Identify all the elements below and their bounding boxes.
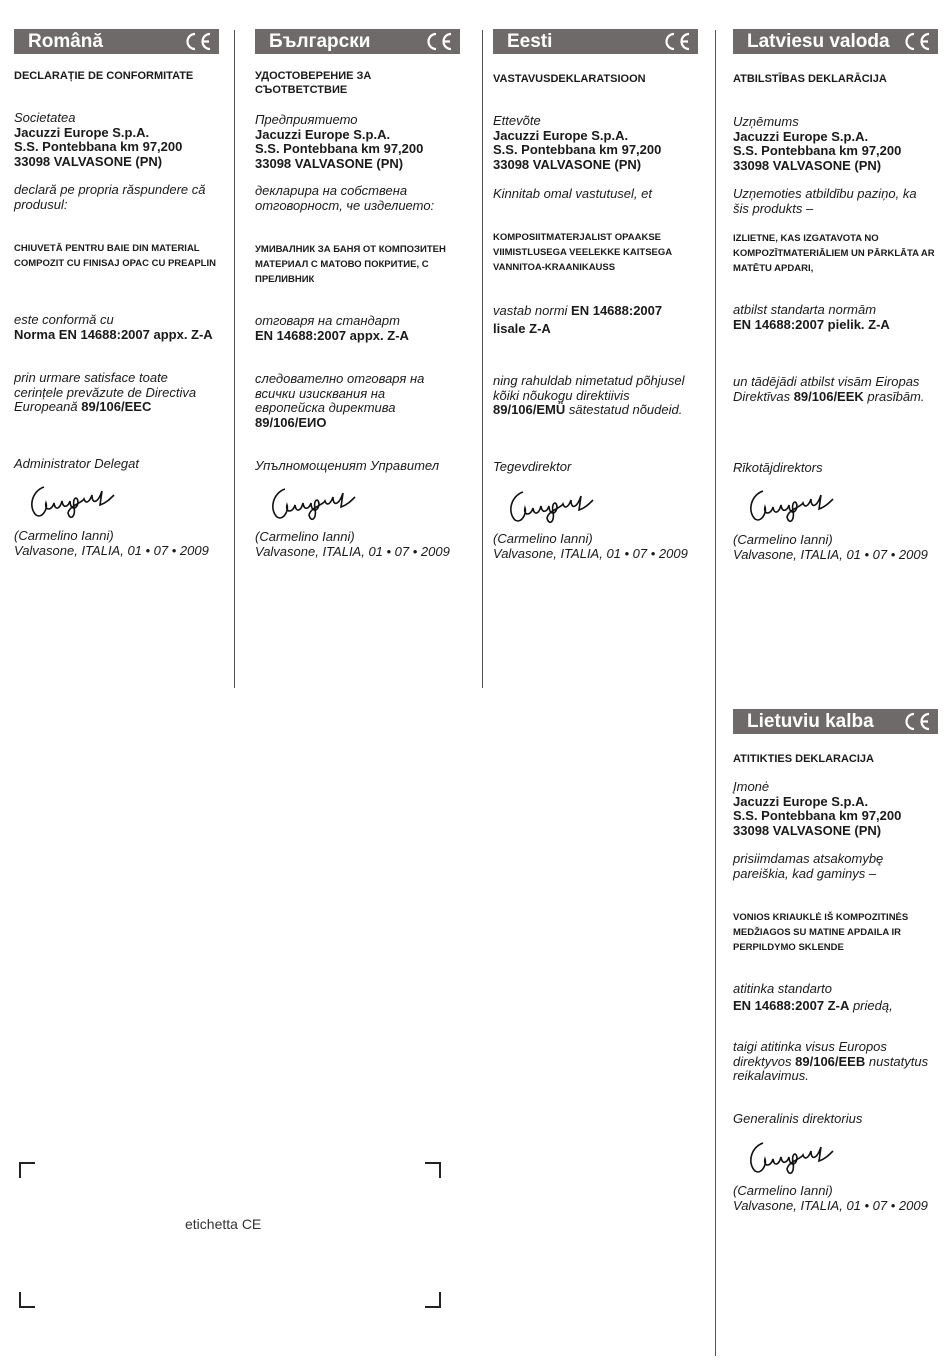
declaration-statement: Uzņemoties atbildību paziņo, ka šis produkts – (733, 186, 917, 216)
place-date: Valvasone, ITALIA, 01 • 07 • 2009 (733, 546, 928, 562)
language-header (255, 29, 460, 54)
ce-label-placeholder: etichetta CE (185, 1216, 262, 1232)
directive-number: 89/106/EEK (793, 388, 864, 404)
signer-name: (Carmelino Ianni) (255, 529, 355, 544)
company-name: Jacuzzi Europe S.p.A. (14, 124, 150, 140)
directive-statement: следователно отговаря на всички изисквания на европейска директива 89/106/ЕИО (255, 371, 425, 430)
directive-number: 89/106/EEC (81, 399, 152, 414)
column-divider (234, 30, 235, 688)
language-title: Latviesu valoda (747, 31, 890, 52)
standard-intro: este conformă cu (14, 312, 114, 327)
declaration-statement: декларира на собствена отговорност, че изделието: (255, 183, 435, 213)
signer-name: (Carmelino Ianni) (493, 531, 593, 546)
signatory-role: Упълномощеният Управител (255, 458, 440, 473)
company-label: Uzņēmums (733, 114, 799, 129)
product-description: CHIUVETĂ PENTRU BAIE DIN MATERIAL COMPOZIT CU FINISAJ OPAC CU PREAPLIN (14, 243, 216, 269)
directive-statement: taigi atitinka visus Europos direktyvos 89/106/EEB nustatytus reikalavimus. (733, 1039, 929, 1083)
company-city: 33098 VALVASONE (PN) (14, 153, 163, 169)
standard-intro: atitinka standarto (733, 981, 833, 996)
company-label: Ettevõte (493, 113, 541, 128)
signature-icon (263, 483, 363, 530)
language-header (14, 29, 219, 54)
signature-icon (22, 481, 122, 528)
company-address: S.S. Pontebbana km 97,200 (733, 143, 902, 158)
language-title: Български (269, 31, 371, 52)
language-title: Română (28, 31, 103, 52)
signer-name: (Carmelino Ianni) (733, 1183, 833, 1198)
standard-reference: EN 14688:2007 appx. Z-A (255, 327, 409, 343)
declaration-statement: Kinnitab omal vastutusel, et (493, 186, 652, 201)
company-label: Societatea (14, 110, 76, 125)
declaration-title: ATITIKTIES DEKLARACIJA (733, 753, 874, 765)
product-description: KOMPOSIITMATERJALIST OPAAKSE VIIMISTLUSEGA VEELEKKE KAITSEGA VANNITOA-KRAANIKAUSS (493, 232, 672, 273)
place-date: Valvasone, ITALIA, 01 • 07 • 2009 (733, 1197, 928, 1213)
company-city: 33098 VALVASONE (PN) (733, 157, 882, 173)
language-header (493, 29, 698, 54)
ce-mark-icon (902, 29, 932, 54)
place-date: Valvasone, ITALIA, 01 • 07 • 2009 (255, 543, 450, 559)
crop-corner-top-left (19, 1162, 35, 1178)
crop-corner-top-right (425, 1162, 441, 1178)
standard-intro: отговаря на стандарт (255, 313, 400, 328)
company-city: 33098 VALVASONE (PN) (255, 155, 404, 171)
company-city: 33098 VALVASONE (PN) (733, 822, 882, 838)
standard-statement: vastab normi EN 14688:2007 lisale Z-A (493, 303, 663, 336)
standard-reference: EN 14688:2007 lisale Z-A (493, 303, 663, 336)
company-address: S.S. Pontebbana km 97,200 (14, 139, 183, 154)
directive-statement: ning rahuldab nimetatud põhjusel kõiki nõukogu direktiivis 89/106/EMÜ sätestatud nõudeid. (493, 373, 685, 417)
place-date: Valvasone, ITALIA, 01 • 07 • 2009 (493, 545, 688, 561)
declaration-title: УДОСТОВЕРЕНИЕ ЗА СЪОТВЕТСТВИЕ (255, 70, 372, 96)
standard-reference: EN 14688:2007 pielik. Z-A (733, 316, 890, 332)
signer-name: (Carmelino Ianni) (733, 532, 833, 547)
ce-mark-icon (902, 709, 932, 734)
directive-number: 89/106/EEB (795, 1053, 866, 1069)
company-address: S.S. Pontebbana km 97,200 (255, 141, 424, 156)
company-address: S.S. Pontebbana km 97,200 (493, 142, 662, 157)
declaration-column-bg (255, 29, 460, 559)
signatory-role: Administrator Delegat (14, 456, 139, 471)
crop-corner-bottom-left (19, 1292, 35, 1308)
company-name: Jacuzzi Europe S.p.A. (733, 128, 869, 144)
signatory-role: Tegevdirektor (493, 459, 572, 474)
column-divider (482, 30, 483, 688)
company-label: Įmonė (733, 779, 770, 794)
signature-icon (741, 1137, 841, 1184)
signature-icon (501, 486, 601, 533)
product-description: УМИВАЛНИК ЗА БАНЯ ОТ КОМПОЗИТЕН МАТЕРИАЛ С МАТОВО ПОКРИТИЕ, С ПРЕЛИВНИК (255, 244, 446, 285)
crop-corner-bottom-right (425, 1292, 441, 1308)
ce-mark-icon (183, 29, 213, 54)
declaration-column-lt: Lietuviu kalba ATITIKTIES DEKLARACIJA Įmonė Jacuzzi Europe S.p.A. S.S. Pontebbana km 97,200 33098 VALVASONE (PN) prisiimdamas atsakomybę pareiškia, kad gaminys – VONIOS KRIAUKLĖ IŠ KOMPOZITINĖS MEDŽIAGOS SU MATINE APDAILA IR PERPILDYMO SKLENDE atitinka standarto EN 14688:2007 Z-A priedą, taigi atitinka visus Europos direktyvos 89/106/EEB nustatytus reikalavimus. Generalinis direktorius (Carmelino Ianni) Valvasone, ITALIA, 01 • 07 • 2009 (733, 709, 938, 766)
standard-reference: EN 14688:2007 Z-A (733, 997, 850, 1013)
company-label: Предприятието (255, 112, 358, 127)
company-city: 33098 VALVASONE (PN) (493, 156, 642, 172)
company-name: Jacuzzi Europe S.p.A. (733, 793, 869, 809)
declaration-title: DECLARAȚIE DE CONFORMITATE (14, 70, 194, 82)
language-header (733, 29, 938, 54)
language-header (733, 709, 938, 734)
directive-number: 89/106/ЕИО (255, 414, 327, 430)
declaration-statement: prisiimdamas atsakomybę pareiškia, kad gaminys – (733, 851, 884, 881)
declaration-column-et (493, 29, 698, 561)
declaration-column-lv (733, 29, 938, 562)
language-title: Lietuviu kalba (747, 711, 874, 732)
ce-mark-icon (424, 29, 454, 54)
directive-statement: un tādējādi atbilst visām Eiropas Direktīvas 89/106/EEK prasībām. (733, 374, 925, 404)
declaration-title: VASTAVUSDEKLARATSIOON (493, 73, 646, 85)
signer-name: (Carmelino Ianni) (14, 528, 114, 543)
standard-reference: Norma EN 14688:2007 appx. Z-A (14, 326, 213, 342)
ce-label-area (19, 1162, 441, 1308)
company-name: Jacuzzi Europe S.p.A. (255, 126, 391, 142)
signature-icon (741, 485, 841, 532)
product-description: VONIOS KRIAUKLĖ IŠ KOMPOZITINĖS MEDŽIAGOS SU MATINE APDAILA IR PERPILDYMO SKLENDE (733, 912, 909, 953)
place-date: Valvasone, ITALIA, 01 • 07 • 2009 (14, 542, 209, 558)
column-divider (715, 30, 716, 1356)
declaration-statement: declară pe propria răspundere că produsul: (14, 182, 206, 212)
company-address: S.S. Pontebbana km 97,200 (733, 808, 902, 823)
declaration-title: ATBILSTĪBAS DEKLARĀCIJA (733, 73, 887, 85)
ce-mark-icon (662, 29, 692, 54)
language-title: Eesti (507, 31, 553, 52)
company-name: Jacuzzi Europe S.p.A. (493, 127, 629, 143)
directive-statement: prin urmare satisface toate cerințele prevăzute de Directiva Europeană 89/106/EEC (14, 370, 197, 414)
declaration-column-ro (14, 29, 219, 558)
product-description: IZLIETNE, KAS IZGATAVOTA NO KOMPOZĪTMATERIĀLIEM UN PĀRKLĀTA AR MATĒTU APDARI, (733, 233, 935, 274)
signatory-role: Generalinis direktorius (733, 1111, 863, 1126)
signatory-role: Rīkotājdirektors (733, 460, 823, 475)
directive-number: 89/106/EMÜ (493, 402, 566, 417)
standard-intro: atbilst standarta normām (733, 302, 877, 317)
